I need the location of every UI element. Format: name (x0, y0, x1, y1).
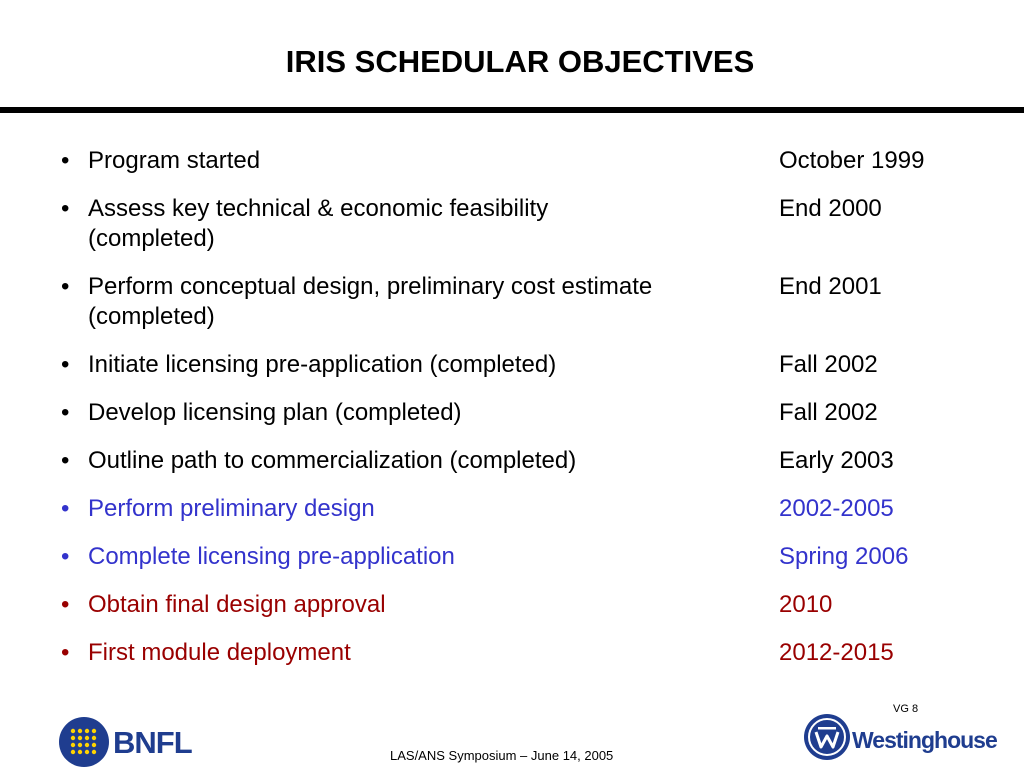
westinghouse-logo-text: Westinghouse (852, 727, 997, 753)
bullet: • (61, 447, 70, 474)
list-item (0, 590, 1024, 620)
bullet: • (61, 147, 70, 174)
objective-text: Program started (88, 147, 261, 174)
objective-date: End 2000 (779, 195, 882, 222)
westinghouse-logo-icon (804, 714, 850, 760)
objective-text: Assess key technical & economic feasibility (completed) (88, 195, 549, 252)
list-item (0, 272, 1024, 332)
list-item (0, 494, 1024, 524)
objective-text: Initiate licensing pre-application (completed) (88, 351, 557, 378)
objective-text: Complete licensing pre-application (88, 543, 455, 570)
slide-title: IRIS SCHEDULAR OBJECTIVES (285, 44, 755, 79)
objective-date: Fall 2002 (779, 351, 878, 378)
bullet: • (61, 351, 70, 378)
objective-text: Perform preliminary design (88, 495, 375, 522)
bullet: • (61, 639, 70, 666)
westinghouse-circle-w-icon (804, 714, 850, 760)
list-item (0, 194, 1024, 254)
title-divider (0, 107, 1024, 113)
objective-text: Outline path to commercialization (completed) (88, 447, 577, 474)
bullet: • (61, 399, 70, 426)
objective-date: October 1999 (779, 147, 925, 174)
list-item (0, 638, 1024, 668)
bnfl-logo-icon (59, 717, 109, 767)
bullet: • (61, 495, 70, 522)
list-item (0, 350, 1024, 380)
objective-text: Obtain final design approval (88, 591, 386, 618)
objective-date: End 2001 (779, 273, 882, 300)
slide-code: VG 8 (893, 703, 919, 715)
list-item (0, 542, 1024, 572)
westinghouse-logo (804, 714, 997, 764)
list-item (0, 398, 1024, 428)
bullet: • (61, 591, 70, 618)
list-item (0, 446, 1024, 476)
bullet: • (61, 195, 70, 222)
bullet: • (61, 273, 70, 300)
footer-event: LAS/ANS Symposium – June 14, 2005 (390, 748, 614, 763)
objective-text: Perform conceptual design, preliminary cost estimate (completed) (88, 273, 653, 330)
objectives-list (0, 146, 1024, 686)
objective-date: 2002-2005 (779, 495, 894, 522)
bnfl-logo-text: BNFL (113, 725, 192, 760)
list-item (0, 146, 1024, 176)
bnfl-logo (59, 717, 194, 767)
objective-date: Spring 2006 (779, 543, 909, 570)
bnfl-dots-icon (70, 728, 98, 756)
objective-text: First module deployment (88, 639, 351, 666)
objective-text: Develop licensing plan (completed) (88, 399, 462, 426)
objective-date: Fall 2002 (779, 399, 878, 426)
objective-date: Early 2003 (779, 447, 894, 474)
objective-date: 2010 (779, 591, 833, 618)
bullet: • (61, 543, 70, 570)
objective-date: 2012-2015 (779, 639, 894, 666)
